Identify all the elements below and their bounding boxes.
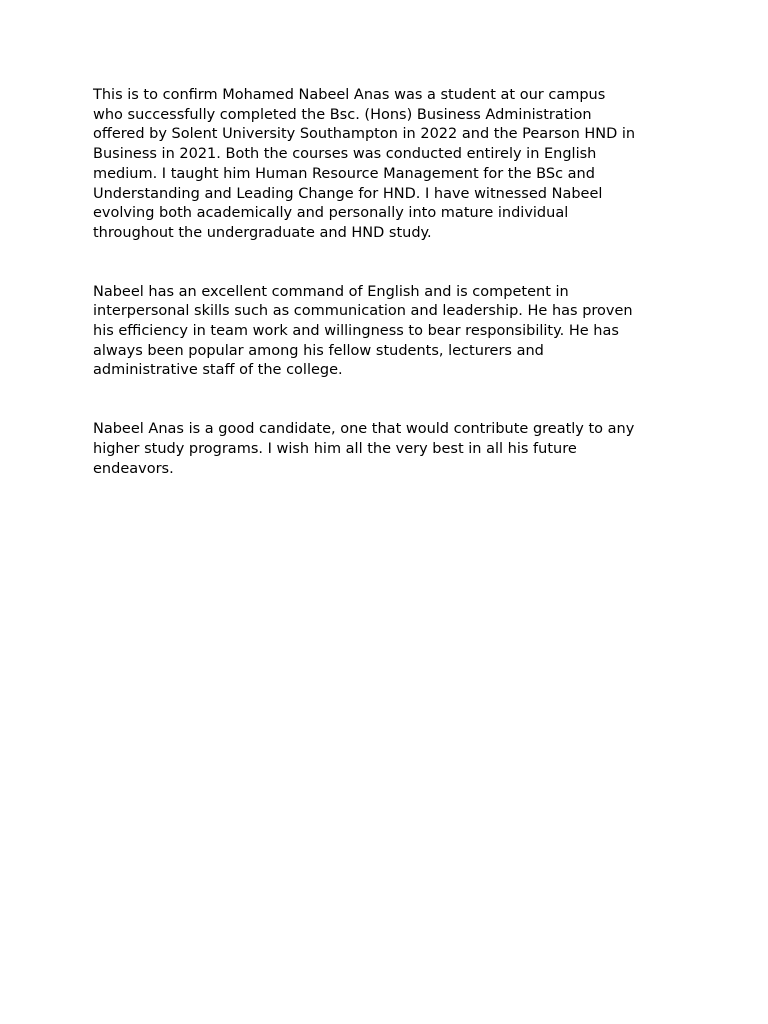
paragraph-confirmation: This is to confirm Mohamed Nabeel Anas was a student at our campus who successfully completed the Bsc. (Hons) Business Administration offered by Solent University Southampton in 2022 and the Pearson HND in Business in 2021. Both the courses was conducted entirely in English medium. I taught him Human Resource Management for the BSc and Understanding and Leading Change for HND. I have witnessed Nabeel evolving both academically and personally into mature individual throughout the undergraduate and HND study. (93, 87, 636, 241)
paragraph-spacer (93, 244, 683, 283)
paragraph-skills: Nabeel has an excellent command of English and is competent in interpersonal skills such as communication and leadership. He has proven his efficiency in team work and willingness to bear responsibility. He has always been popular among his fellow students, lecturers and administrative staff of the college. (93, 283, 633, 379)
paragraph-spacer (93, 381, 683, 420)
letter-body (93, 86, 683, 479)
paragraph-recommendation: Nabeel Anas is a good candidate, one that would contribute greatly to any higher study programs. I wish him all the very best in all his future endeavors. (93, 421, 635, 477)
